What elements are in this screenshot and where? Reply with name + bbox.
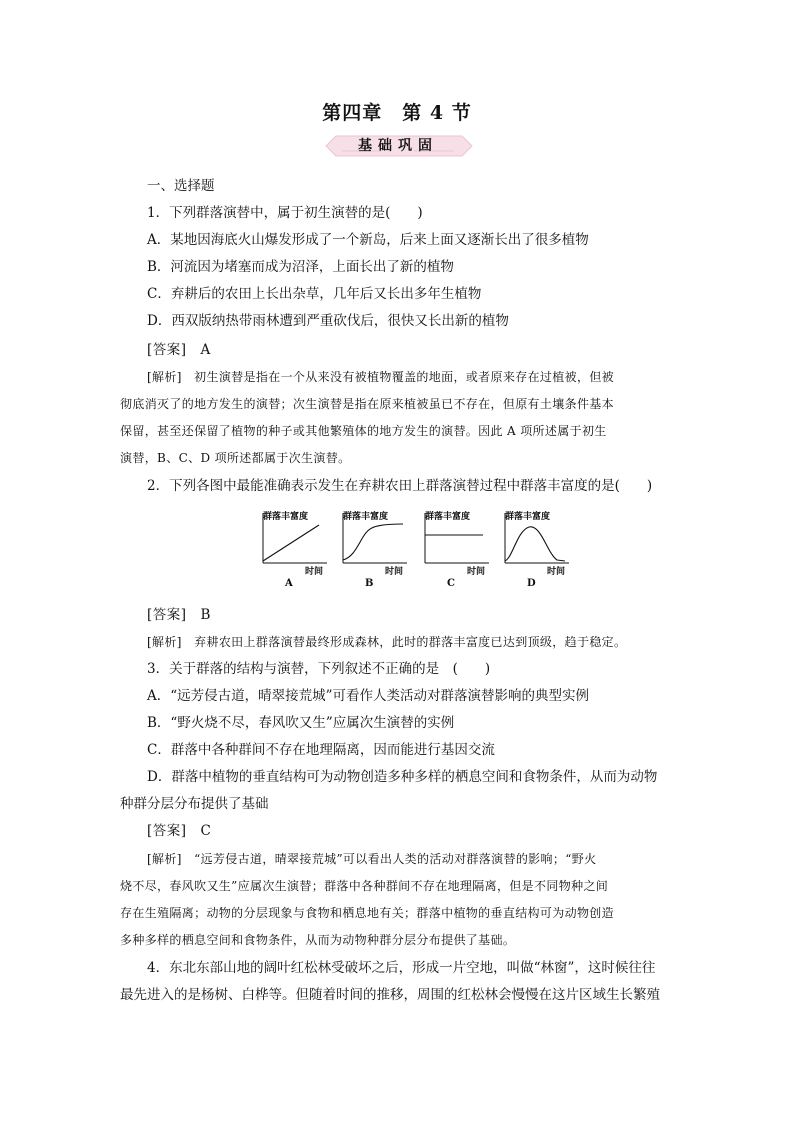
figure-b-xlabel: 时间 xyxy=(385,567,404,577)
banner-label: 基础巩固 xyxy=(358,138,438,154)
figure-d-letter: D xyxy=(527,578,536,589)
q3-option-d-continued: 种群分层分布提供了基础 xyxy=(120,796,269,812)
q1-explanation-line: 彻底消灭了的地方发生的演替；次生演替是指在原来植被虽已不存在，但原有土壤条件基本 xyxy=(120,397,615,411)
figure-a-curve xyxy=(263,525,319,561)
figure-a-ylabel: 群落丰富度 xyxy=(263,512,309,522)
figure-b xyxy=(337,507,409,592)
q2-figures xyxy=(257,507,677,592)
figure-b-curve xyxy=(343,524,403,560)
q3-option-d: D．群落中植物的垂直结构可为动物创造多种多样的栖息空间和食物条件，从而为动物 xyxy=(147,769,658,785)
q2-explanation-line: [解析] 弃耕农田上群落演替最终形成森林，此时的群落丰富度已达到顶级，趋于稳定。 xyxy=(147,635,627,649)
q1-option-b: B．河流因为堵塞而成为沼泽，上面长出了新的植物 xyxy=(147,259,454,275)
q3-answer: [答案] C xyxy=(147,823,212,839)
figure-b-letter: B xyxy=(365,578,374,589)
figure-d xyxy=(499,507,571,592)
q1-explanation-line: 演替，B、C、D 项所述都属于次生演替。 xyxy=(120,451,351,465)
q3-explanation-line: 多种多样的栖息空间和食物条件，从而为动物种群分层分布提供了基础。 xyxy=(120,933,516,947)
q3-explanation-line: 烧不尽，春风吹又生”应属次生演替；群落中各种群间不存在地理隔离，但是不同物种之间 xyxy=(120,879,609,893)
q1-explanation-line: 保留，甚至还保留了植物的种子或其他繁殖体的地方发生的演替。因此 A 项所述属于初生 xyxy=(120,424,607,438)
q1-stem: 1．下列群落演替中，属于初生演替的是( ) xyxy=(147,205,423,221)
q4-stem-line: 最先进入的是杨树、白桦等。但随着时间的推移，周围的红松林会慢慢在这片区域生长繁殖 xyxy=(120,987,660,1003)
q3-option-b: B．“野火烧不尽，春风吹又生”应属次生演替的实例 xyxy=(147,715,455,731)
section-banner xyxy=(322,133,474,159)
q2-answer: [答案] B xyxy=(147,607,211,623)
q2-stem: 2．下列各图中最能准确表示发生在弃耕农田上群落演替过程中群落丰富度的是( ) xyxy=(147,478,653,494)
figure-d-xlabel: 时间 xyxy=(547,567,566,577)
q1-option-c: C．弃耕后的农田上长出杂草，几年后又长出多年生植物 xyxy=(147,286,482,302)
q1-answer: [答案] A xyxy=(147,342,211,358)
q3-option-a: A．“远芳侵古道，晴翠接荒城”可看作人类活动对群落演替影响的典型实例 xyxy=(147,688,590,704)
figure-a-xlabel: 时间 xyxy=(305,567,324,577)
figure-d-curve xyxy=(505,527,565,561)
figure-c xyxy=(419,507,491,592)
q1-explanation-line: [解析] 初生演替是指在一个从来没有被植物覆盖的地面，或者原来存在过植被，但被 xyxy=(147,370,615,384)
q1-option-a: A．某地因海底火山爆发形成了一个新岛，后来上面又逐渐长出了很多植物 xyxy=(147,232,589,248)
figure-a-letter: A xyxy=(285,578,293,589)
q3-stem: 3．关于群落的结构与演替，下列叙述不正确的是 ( ) xyxy=(147,661,491,677)
section-heading: 一、选择题 xyxy=(147,178,215,194)
figure-c-xlabel: 时间 xyxy=(467,567,486,577)
figure-d-ylabel: 群落丰富度 xyxy=(505,512,551,522)
chapter-title: 第四章 第 4 节 xyxy=(322,102,472,124)
figure-c-ylabel: 群落丰富度 xyxy=(425,512,471,522)
figure-c-letter: C xyxy=(447,578,455,589)
q3-explanation-line: 存在生殖隔离；动物的分层现象与食物和栖息地有关；群落中植物的垂直结构可为动物创造 xyxy=(120,906,615,920)
q3-explanation-line: [解析] “远芳侵古道，晴翠接荒城”可以看出人类的活动对群落演替的影响；“野火 xyxy=(147,852,597,866)
q1-option-d: D．西双版纳热带雨林遭到严重砍伐后，很快又长出新的植物 xyxy=(147,313,509,329)
figure-b-ylabel: 群落丰富度 xyxy=(343,512,389,522)
q4-stem-line: 4．东北东部山地的阔叶红松林受破坏之后，形成一片空地，叫做“林窗”，这时候往往 xyxy=(147,960,656,976)
q3-option-c: C．群落中各种群间不存在地理隔离，因而能进行基因交流 xyxy=(147,742,495,758)
figure-a xyxy=(257,507,329,592)
